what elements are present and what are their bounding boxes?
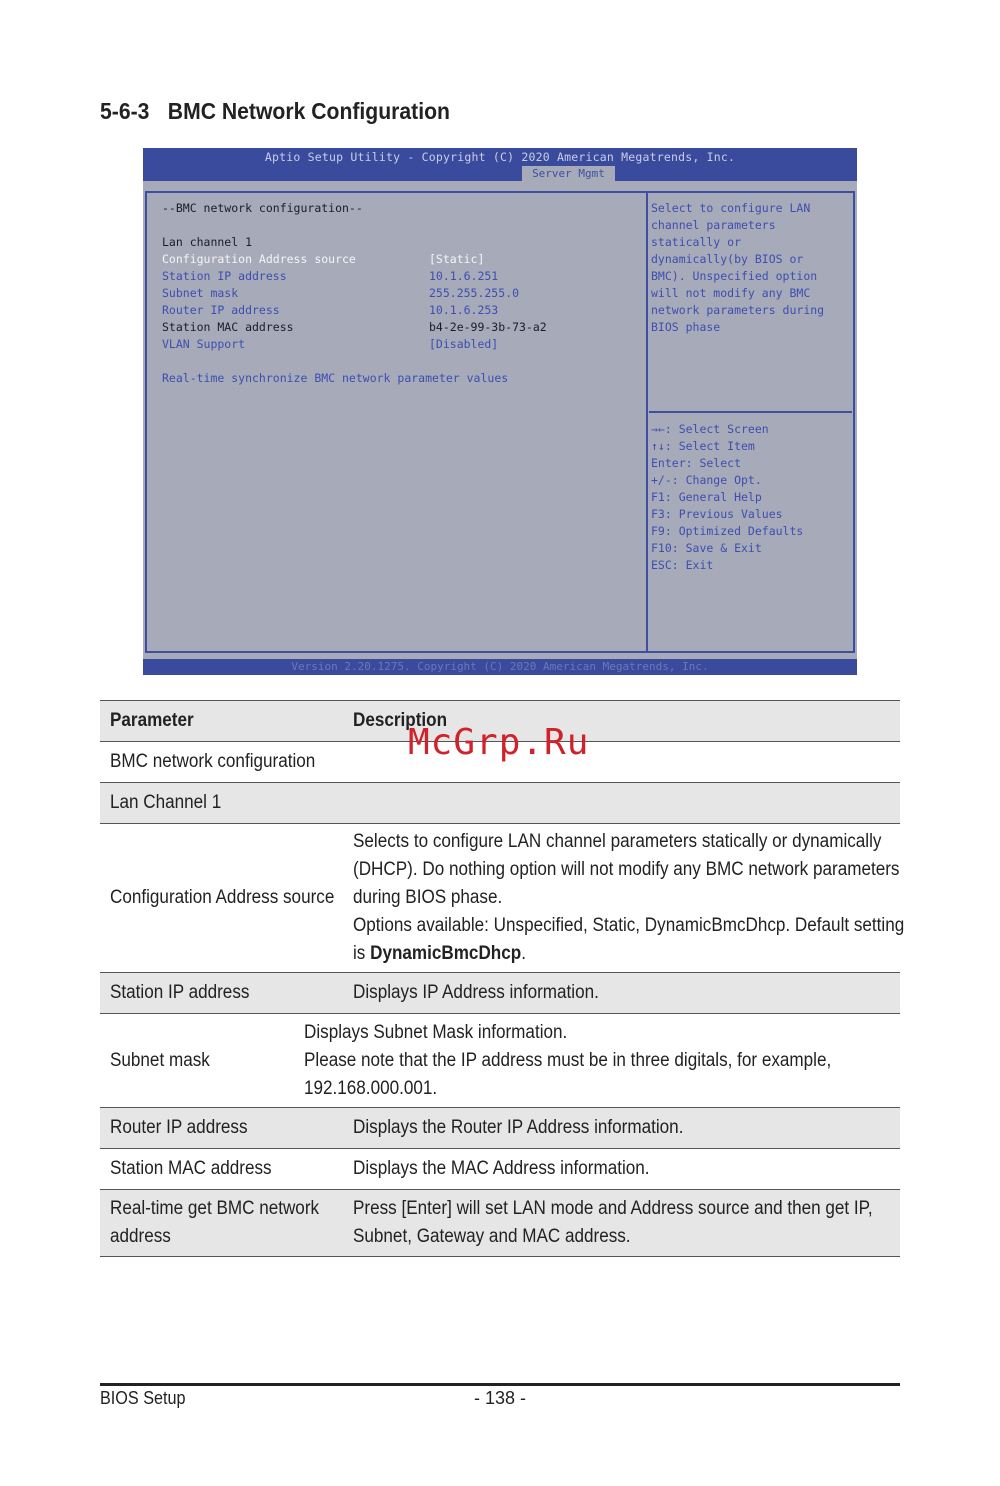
desc-cell: Displays the MAC Address information. (353, 1158, 650, 1179)
param-cell: Station MAC address (110, 1158, 272, 1179)
bios-value-mac: b4-2e-99-3b-73-a2 (429, 320, 547, 334)
bios-lan-channel: Lan channel 1 (162, 235, 253, 249)
desc-cell: Displays Subnet Mask information. Please note that the IP address must be in three digitals, for example, 192.168.000.001. (304, 1021, 832, 1099)
param-cell: BMC network configuration (110, 751, 316, 772)
section-number: 5-6-3 (100, 98, 150, 124)
bios-item-station-ip[interactable]: Station IP address (162, 269, 287, 283)
table-row (100, 972, 900, 1013)
param-cell: Station IP address (110, 982, 250, 1003)
table-row (100, 1107, 900, 1148)
bios-main-panel (143, 181, 857, 659)
bios-value-vlan[interactable]: [Disabled] (429, 337, 499, 351)
parameter-table (100, 700, 905, 1257)
table-row (100, 823, 905, 972)
bios-item-vlan[interactable]: VLAN Support (162, 337, 246, 351)
bios-key-hint: +/-: Change Opt. (651, 473, 762, 487)
bios-screenshot (143, 148, 857, 675)
param-cell: Real-time get BMC network address (110, 1198, 320, 1247)
bios-key-hint: →←: Select Screen (651, 422, 769, 436)
desc-cell: Displays the Router IP Address information. (353, 1117, 684, 1138)
bios-key-hint: ↑↓: Select Item (651, 439, 755, 453)
bios-key-hint: ESC: Exit (651, 558, 714, 572)
bios-help-line: statically or (651, 235, 742, 249)
bios-value-router-ip[interactable]: 10.1.6.253 (429, 303, 499, 317)
footer-rule (100, 1383, 900, 1386)
bios-key-hint: F9: Optimized Defaults (651, 524, 804, 538)
table-row (100, 1013, 900, 1107)
bios-item-config-source[interactable]: Configuration Address source (162, 252, 356, 266)
watermark: McGrp.Ru (408, 722, 590, 763)
bios-help-line: dynamically(by BIOS or (651, 252, 804, 266)
bios-key-hint: Enter: Select (651, 456, 742, 470)
param-cell: Configuration Address source (110, 887, 335, 908)
bios-help-divider (649, 411, 852, 413)
header-parameter: Parameter (110, 710, 194, 731)
section-heading (100, 98, 450, 125)
bios-item-sync[interactable]: Real-time synchronize BMC network parameter values (162, 371, 509, 385)
desc-cell: Selects to configure LAN channel parameters statically or dynamically (DHCP). Do nothing option will not modify any BMC network parameters during BIOS phase. Options available: Unspecified, Static, DynamicBmcDhcp. Default setting is DynamicBmcDhcp. (353, 831, 905, 964)
param-cell: Lan Channel 1 (110, 792, 222, 813)
bios-section-label: --BMC network configuration-- (162, 201, 363, 215)
header-description: Description (353, 710, 448, 731)
bios-help-line: Select to configure LAN (651, 201, 811, 215)
table-row (100, 782, 900, 823)
bios-value-config-source[interactable]: [Static] (429, 252, 485, 266)
param-cell: Router IP address (110, 1117, 248, 1138)
bios-help-line: BIOS phase (651, 320, 721, 334)
desc-cell: Press [Enter] will set LAN mode and Address source and then get IP, Subnet, Gateway and MAC address. (353, 1198, 873, 1247)
table-row (100, 1189, 900, 1257)
bios-value-subnet-mask[interactable]: 255.255.255.0 (429, 286, 520, 300)
desc-cell: Displays IP Address information. (353, 982, 599, 1003)
bios-key-hint: F1: General Help (651, 490, 762, 504)
footer-section: BIOS Setup (100, 1388, 186, 1408)
bios-title: Aptio Setup Utility - Copyright (C) 2020 American Megatrends, Inc. (264, 150, 736, 164)
param-cell: Subnet mask (110, 1049, 210, 1071)
bios-item-mac: Station MAC address (162, 320, 294, 334)
bios-version-footer: Version 2.20.1275. Copyright (C) 2020 American Megatrends, Inc. (291, 660, 709, 673)
table-row (100, 1148, 900, 1189)
default-value: DynamicBmcDhcp (370, 943, 522, 964)
bios-key-hint: F10: Save & Exit (651, 541, 762, 555)
desc-cell (343, 783, 900, 823)
tab-server-mgmt[interactable]: Server Mgmt (522, 166, 615, 181)
page-number: - 138 - (473, 1388, 527, 1408)
bios-item-subnet-mask[interactable]: Subnet mask (162, 286, 239, 300)
bios-help-line: channel parameters (651, 218, 776, 232)
bios-help-line: will not modify any BMC (651, 286, 811, 300)
bios-help-line: network parameters during (651, 303, 825, 317)
section-title: BMC Network Configuration (167, 98, 450, 124)
bios-item-router-ip[interactable]: Router IP address (162, 303, 280, 317)
bios-key-hint: F3: Previous Values (651, 507, 783, 521)
bios-help-line: BMC). Unspecified option (651, 269, 818, 283)
bios-value-station-ip[interactable]: 10.1.6.251 (429, 269, 499, 283)
